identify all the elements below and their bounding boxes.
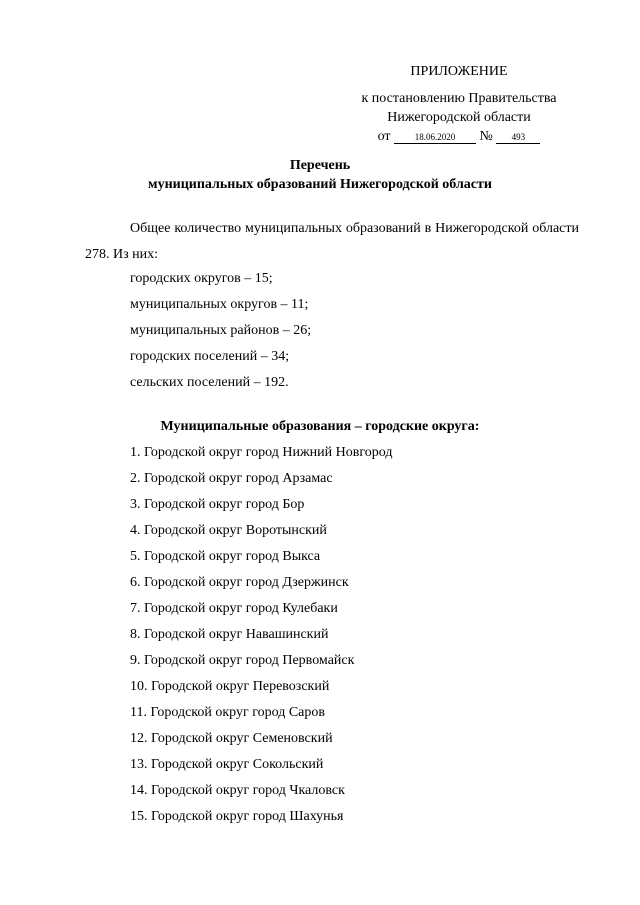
document-title (0, 156, 640, 194)
appendix-number: 493 (496, 131, 540, 144)
list-item: 9. Городской округ город Первомайск (130, 653, 355, 668)
section-title: Муниципальные образования – городские округа: (160, 419, 480, 434)
list-item: 2. Городской округ город Арзамас (130, 471, 333, 486)
list-item: 7. Городской округ город Кулебаки (130, 601, 338, 616)
list-item: 10. Городской округ Перевозский (130, 679, 330, 694)
intro-paragraph: Общее количество муниципальных образований в Нижегородской области 278. Из них: (85, 221, 579, 262)
count-urban-settlements: городских поселений – 34; (130, 349, 290, 364)
date-prefix: от (377, 129, 391, 144)
document-title-line-2: муниципальных образований Нижегородской области (148, 177, 492, 192)
list-item: 13. Городской округ Сокольский (130, 757, 324, 772)
list-item: 3. Городской округ город Бор (130, 497, 305, 512)
list-item: 5. Городской округ город Выкса (130, 549, 321, 564)
appendix-date: 18.06.2020 (394, 131, 476, 144)
document-title-line-1: Перечень (289, 158, 351, 173)
list-item: 12. Городской округ Семеновский (130, 731, 333, 746)
list-item: 15. Городской округ город Шахунья (130, 809, 344, 824)
appendix-block (320, 62, 598, 146)
list-item: 1. Городской округ город Нижний Новгород (130, 445, 393, 460)
districts-list (130, 440, 392, 830)
list-item: 8. Городской округ Навашинский (130, 627, 329, 642)
count-municipal-areas: муниципальных районов – 26; (130, 323, 312, 338)
number-sign: № (479, 129, 493, 144)
list-item: 11. Городской округ город Саров (130, 705, 325, 720)
appendix-date-number (320, 127, 598, 146)
list-item: 4. Городской округ Воротынский (130, 523, 327, 538)
appendix-line-resolution: к постановлению Правительства (361, 91, 557, 106)
count-urban-districts: городских округов – 15; (130, 271, 273, 286)
appendix-title: ПРИЛОЖЕНИЕ (410, 64, 508, 79)
counts-list (130, 266, 311, 396)
appendix-line-region: Нижегородской области (387, 110, 531, 125)
count-rural-settlements: сельских поселений – 192. (130, 375, 289, 390)
list-item: 14. Городской округ город Чкаловск (130, 783, 345, 798)
count-municipal-districts: муниципальных округов – 11; (130, 297, 309, 312)
list-item: 6. Городской округ город Дзержинск (130, 575, 349, 590)
